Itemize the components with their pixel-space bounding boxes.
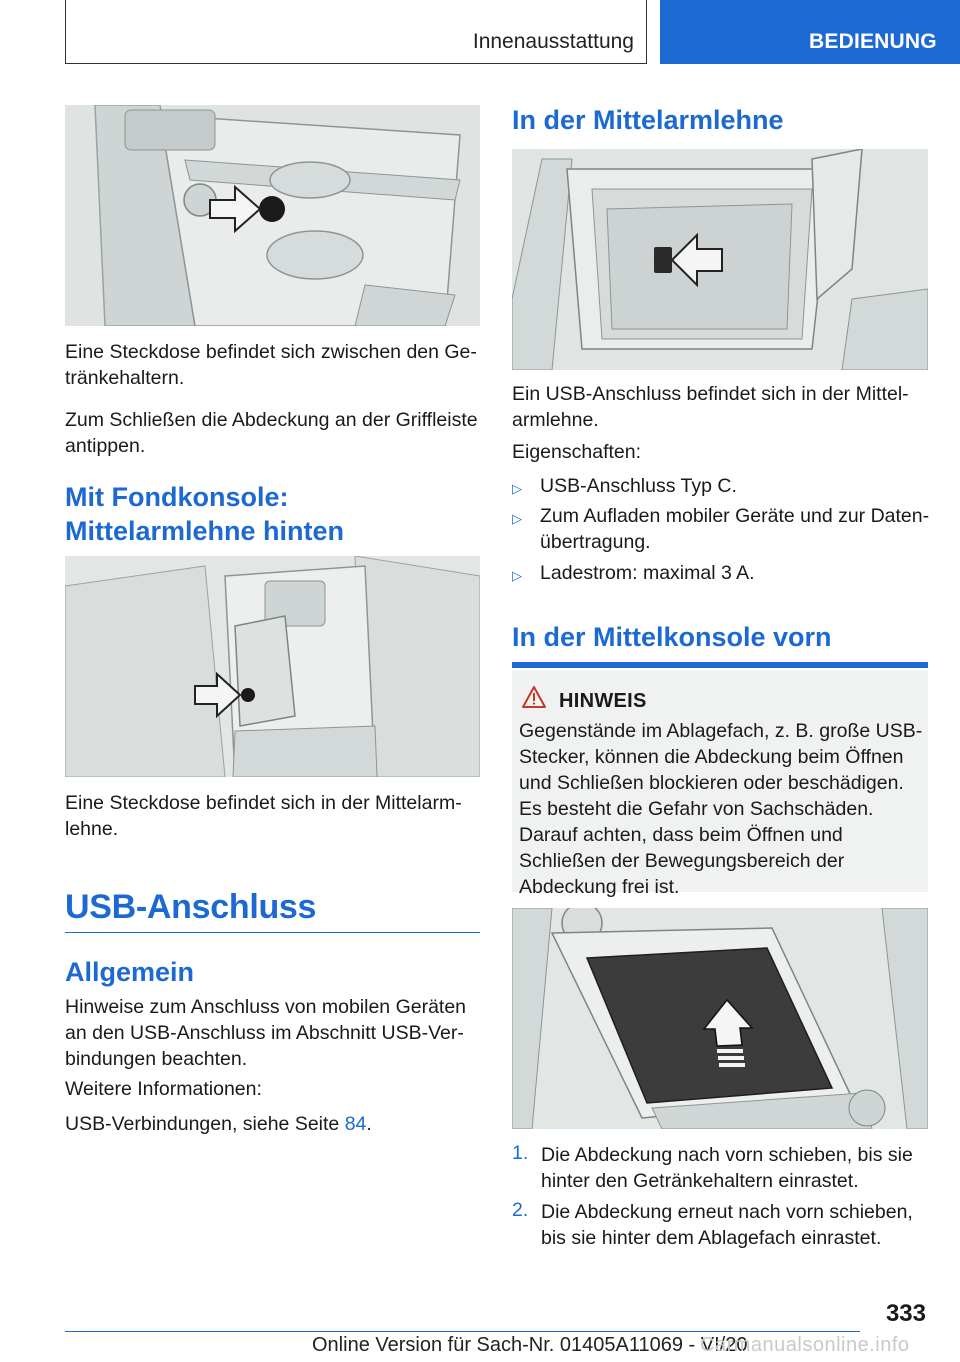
heading-mittelarmlehne: In der Mittelarmlehne	[512, 105, 784, 135]
paragraph-more-info: Weitere Informationen:	[65, 1078, 262, 1100]
bullet-item-1	[512, 473, 928, 499]
watermark-text: Carmanualsonline.info	[700, 1334, 910, 1356]
heading-allgemein: Allgemein	[65, 957, 195, 987]
paragraph-properties: Eigenschaften:	[512, 441, 642, 463]
figure-console-cover	[512, 908, 928, 1129]
footer-divider	[65, 1331, 860, 1332]
page-number: 333	[885, 1300, 926, 1327]
paragraph-close-cover: Zum Schließen die Abdeckung an der Griffleiste antippen.	[65, 409, 478, 457]
warning-triangle-icon	[522, 686, 546, 708]
cupholder-illustration	[65, 105, 480, 326]
header-section-title: Innenausstattung	[472, 30, 634, 53]
usb-armrest-illustration	[512, 149, 928, 370]
figure-usb-armrest	[512, 149, 928, 370]
reference-period: .	[366, 1113, 372, 1135]
bullet-triangle-icon: ▷	[512, 568, 522, 583]
warning-note-box	[512, 670, 928, 898]
heading-usb-anschluss: USB-Anschluss	[65, 888, 317, 926]
bullet-text: USB-Anschluss Typ C.	[540, 475, 737, 497]
heading-mittelkonsole: In der Mittelkonsole vorn	[512, 622, 832, 652]
paragraph-socket-rear-armrest: Eine Steckdose befindet sich in der Mittelarmlehne.	[65, 792, 462, 840]
reference-text: USB-Verbindungen, siehe Seite	[65, 1113, 345, 1135]
bullet-item-3	[512, 560, 928, 586]
note-title: HINWEIS	[559, 690, 647, 712]
header-chapter-tab: BEDIENUNG	[660, 0, 960, 64]
paragraph-usb-reference	[65, 1111, 480, 1137]
step-item-2	[512, 1199, 928, 1251]
bullet-item-2	[512, 503, 928, 555]
step-text: Die Abdeckung erneut nach vorn schieben, bis sie hinter dem Ablagefach einrastet.	[541, 1201, 913, 1249]
paragraph-usb-armrest: Ein USB-Anschluss befindet sich in der Mittelarmlehne.	[512, 383, 909, 431]
divider-konsole	[512, 662, 928, 668]
note-text: Gegenstände im Ablagefach, z. B. große USB-Stecker, können die Abdeckung beim Öffnen und Schließen blockieren oder beschädigen. Es besteht die Gefahr von Sachschäden. Darauf achten, dass beim Öffnen und Schließen der Bewegungsbereich der Abdeckung frei ist.	[519, 720, 923, 898]
bullet-text: Ladestrom: maximal 3 A.	[540, 562, 755, 584]
console-cover-illustration	[512, 908, 928, 1129]
step-number: 1.	[512, 1142, 529, 1164]
divider-usb	[65, 932, 480, 933]
paragraph-usb-notes: Hinweise zum Anschluss von mobilen Geräten an den USB-Anschluss im Abschnitt USB-Verbindungen beachten.	[65, 996, 467, 1070]
figure-socket-rear-armrest	[65, 556, 480, 777]
paragraph-socket-cupholder: Eine Steckdose befindet sich zwischen den Getränkehaltern.	[65, 341, 477, 389]
figure-socket-cupholder	[65, 105, 480, 326]
bullet-triangle-icon: ▷	[512, 511, 522, 526]
step-item-1	[512, 1142, 928, 1194]
page-link-84[interactable]: 84	[344, 1113, 367, 1135]
step-text: Die Abdeckung nach vorn schieben, bis sie hinter den Getränkehaltern einrastet.	[541, 1144, 913, 1192]
step-number: 2.	[512, 1199, 529, 1221]
bullet-text: Zum Aufladen mobiler Geräte und zur Datenübertragung.	[540, 505, 930, 553]
rear-armrest-illustration	[65, 556, 480, 777]
heading-fond-console: Mit Fondkonsole: Mittelarmlehne hinten	[65, 482, 345, 546]
bullet-triangle-icon: ▷	[512, 481, 522, 496]
footer-version-text: Online Version für Sach-Nr. 01405A11069 - VI/20	[312, 1334, 748, 1356]
